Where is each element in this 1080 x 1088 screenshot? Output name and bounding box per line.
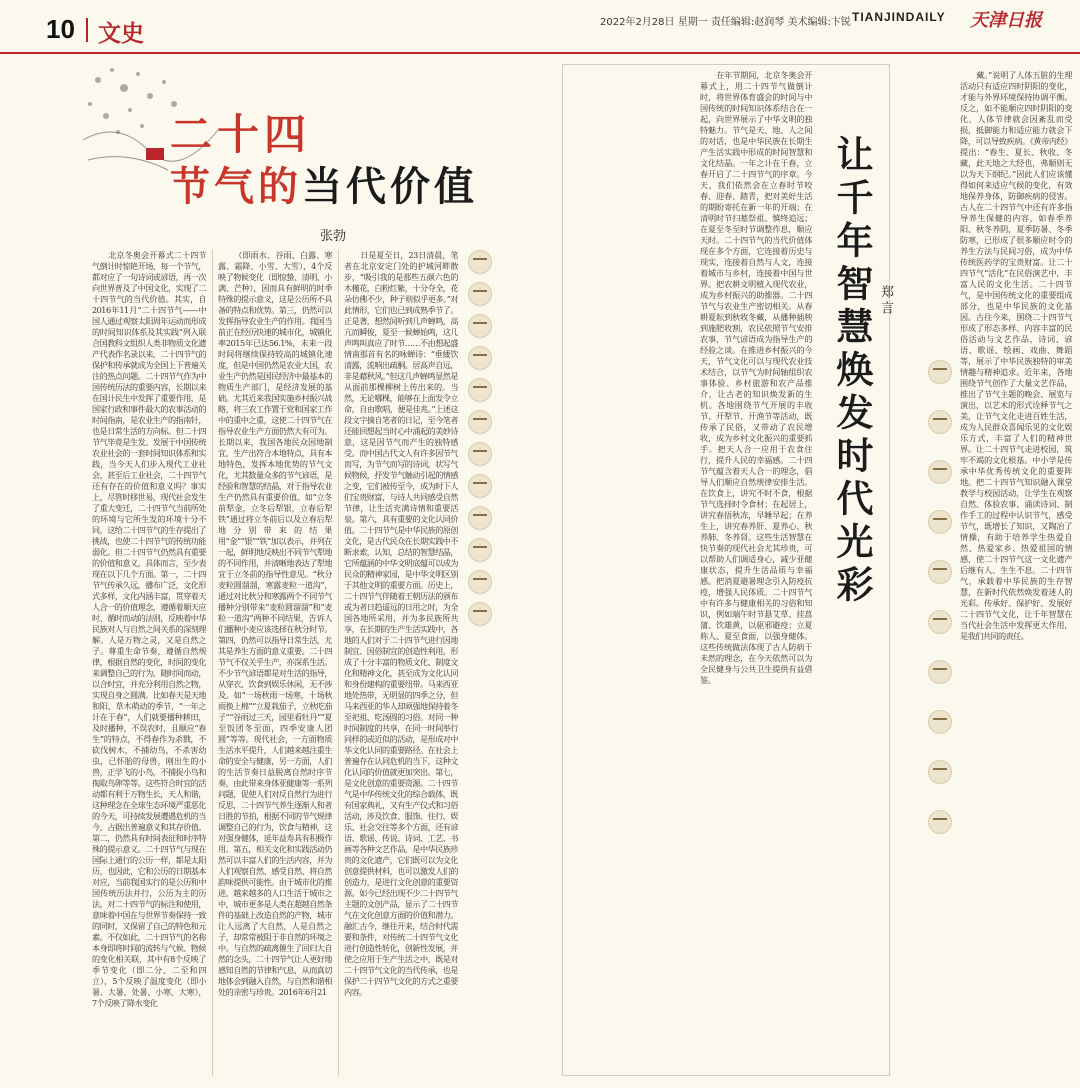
medallion-ornament (928, 760, 952, 784)
headline-line2 (170, 155, 478, 212)
medallion-ornament (928, 510, 952, 534)
issue-info: 2022年2月28日 星期一 责任编辑:赵润琴 美术编辑:卞锐 (600, 17, 851, 28)
medallion-ornament (468, 474, 492, 498)
medallion-ornament (928, 710, 952, 734)
medallion-ornament (468, 314, 492, 338)
page-number: 10 (46, 14, 75, 44)
medallion-ornament (468, 442, 492, 466)
article2-column-1 (700, 70, 812, 1076)
medallion-ornament (928, 610, 952, 634)
column-rule (212, 250, 213, 1076)
article2-author: 郑言 (878, 285, 893, 317)
medallion-ornament (928, 810, 952, 834)
section-name: 文史 (98, 21, 144, 47)
medallion-ornament (468, 378, 492, 402)
article1-col1-text: 北京冬奥会开幕式二十四节气倒计时惊艳开场，每一个节气，都对应了一句诗词或谚语，再一次向世界普及了中国文化，实现了二十四节气的当代价值。其实，自2016年11月“二十四节气——中国人通过观察太阳周年运动而形成的时间知识体系及其实践”列入联合国教科文组织人类非物质文化遗产代表作名录以来，二十四节气的保护和传承就成为全国上下普遍关注的热点问题。二十四节气作为中国传统历法的重要内容，长期以来在国计民生中发挥了重要作用，是国家行政和事件最大的农事活动的时间指南，是农业生产的指南针，也是日常生活的方向标。但二十四节气毕竟是生发、发展于中国传统农业社会的一套时间知识体系和实践，当今天人们步入现代工业社会，甚至后工业社会，二十四节气还有存在的价值和意义吗？事实上，尽管时移世易，现代社会发生了重大变迁，二十四节气当前所处的环境与它所生发的环境十分不同，这给二十四节气的生存提出了挑战，也使二十四节气的传统功能弱化。但二十四节气仍然具有重要的价值和意义，具体而言，至少表现在以下几个方面。第一，二十四节气传承久远，播布广泛，文化形式多样，文化内涵丰富，贯穿着天人合一的价值理念，遵循着顺天应时、循时而动的法则，反映着中华民族对人与自然之间关系的深刻理解。人是万物之灵，又是自然之子。尊重生命节奏，遵循自然规律，根据自然的变化，时间的变化来调整自己的行为，随时间而动，以合时宜，并充分利用自然之物，实现自身之圆满。比如春天是天地和阳、草木萌动的季节，“一年之计在于春”，人们就要播种耕田，及时播种，不误农时，且顺应“春生”的特点，不得春作为杀戮，不砍伐树木，不捕幼鸟，不杀害幼虫，已怀胎的母兽，刚出生的小兽，正学飞的小鸟，不捕捉小鸟和掏取鸟卵等等。这些符合时宜的活动都有利于万物生长，天人和谐，这种理念在全球生态环境严重恶化的今天，可持续发展遭遇危机的当今，占据出普遍意义和其存价值。第二，仍然具有时间表征和时序特殊的提示意义。二十四节气与现在国际上通行的公历一样，都是太阳历，也因此，它和公历的日期基本对应，当前我国实行的是公历和中国传统历法并行，公历为主的历法，对二十四节气的标注和使用，意味着中国在与世界节奏保持一致的同时，又保留了自己的特色和元素。不仅如此，二十四节气的名称本身即将时间的流转与气候、物候的变化相关联，其中有8个反映了季节变化（即二分、二至和四立），5个反映了温度变化（即小暑、大暑、处暑、小寒、大寒），7个反映了降水变化 (92, 250, 206, 1008)
medallion-ornament (468, 570, 492, 594)
medallion-ornament (928, 460, 952, 484)
medallion-ornament (928, 410, 952, 434)
article2-col2-text: 藏。”说明了人体五脏的生理活动只有适应四时阴阳的变化，才能与外界环境保持协调平衡。反之，如不能顺应四时阴阳的变化，人体节律就会因紊乱而受损，抵御能力和适应能力就会下降，可以导致疾病。《黄帝内经》提出：“春生、夏长、秋收、冬藏，此天地之大经也，弗顺则无以为天下纲纪。”因此人们应该懂得如何来适应气候的变化，有效地保养身体，防御疾病的侵害。古人在二十四节气中还有许多指导养生保健的内容，如春季养阳、秋冬养阴，夏季防暑、冬季防寒，已形成了很多顺应时令的养生方法与民间习俗，成为中华传统医药学的宝贵财富。让二十四节气“活化”在民俗演艺中，丰富人民的文化生活。二十四节气，是中国传统文化的重要组成部分，也是中华民族的文化基因。古往今来，围绕二十四节气形成了形态多样、内容丰富的民俗活动与文艺作品，诗词、谚语、歌谣、绘画、戏曲、舞蹈等，展示了中华民族独特的审美情趣与精神追求。近年来，各地围绕节气创作了大量文艺作品，推出了节气主题的晚会、展览与演出，以艺术的形式诠释节气之美，让节气文化走进百姓生活，成为人民群众喜闻乐见的文化娱乐方式，丰富了人们的精神世界。让二十四节气走进校园，筑牢不竭的文化根基。中小学是传承中华优秀传统文化的重要阵地。把二十四节气知识融入课堂教学与校园活动，让学生在观察自然、体验农事、诵读诗词、制作手工的过程中认识节气，感受节气，既增长了知识，又陶冶了情操，有助于培养学生热爱自然、热爱家乡、热爱祖国的情感，使二十四节气这一文化遗产后继有人、生生不息。二十四节气，承载着中华民族的生存智慧，在新时代依然焕发着迷人的光彩。传承好、保护好、发展好二十四节气文化，让千年智慧在当代社会生活中发挥更大作用，是我们共同的责任。 (960, 70, 1072, 641)
medallion-ornament (928, 360, 952, 384)
seal-stamp (146, 148, 164, 160)
medallion-ornament (928, 560, 952, 584)
article2-column-2 (960, 70, 1072, 1076)
article1-author: 张勃 (320, 229, 347, 244)
column-rule (338, 250, 339, 1076)
brand-logo: 天津日报 (970, 10, 1042, 31)
medallion-ornament (468, 538, 492, 562)
headline-line2-black: 当代价值 (302, 164, 478, 210)
article1-column-3 (344, 250, 458, 1076)
medallion-ornament (928, 660, 952, 684)
medallion-ornament (468, 506, 492, 530)
article1-column-1 (92, 250, 206, 1076)
article2-headline: 让千年智慧焕发时代光彩 (830, 135, 874, 608)
article1-column-2 (218, 250, 332, 1076)
article1-col2-text: （即雨水、谷雨、白露、寒露、霜降、小雪、大雪），4个反映了物候变化（即惊蛰、清明、小满、芒种），因而具有鲜明的时季特殊的提示意义，这是公历所不具备的特点和优势。第三，仍然可以发挥指导农业生产的作用。我国当前正在经历快速的城市化，城镇化率2015年已达56.1%，未来一段时间将继续保持较高的城镇化速度，但是中国仍然是农业大国，农业生产仍然是国民经济中最基本的物质生产部门，是经济发展的基础。尤其近来我国实施乡村振兴战略，将三农工作置于党和国家工作中的重中之重，这使二十四节气在指导农业生产方面仍然大有可为。长期以来，我国各地民众因地制宜，生产出符合本地特点，具有本地特色，发挥本地优势的节气文化，尤其数量众多的节气谚语，是经验和智慧的结晶，对于指导农业生产仍然具有重要价值。如“立冬前犁金，立冬后犁银，立春后犁铁”通过将立冬前后以及立春后犁地分别带来的结果用“金”“银”“铁”加以表示，并列在一起，鲜明地反映出不同节气犁地的不同作用，并清晰地表达了犁地宜于立冬前的指导性意见。“秋分麦粒圆溜溜，寒露麦粒一道沟”，通过对比秋分和寒露两个不同节气播种分别带来“麦粒圆溜溜”和“麦粒一道沟”两种不同结果，告诉人们播种小麦应该选择在秋分时节。第四，仍然可以指导日常生活，尤其是养生方面的意义重要。二十四节气不仅关乎生产，亦深系生活。不少节气谚语都是对生活的指导，从穿衣、饮食到娱乐休闲，无不涉及。如“一场秋雨一场寒，十场秋雨换上棉”“立夏栽茄子，立秋吃茄子”“谷雨过三天，园里看牡丹”“夏至饭团冬至面，四季安康人团圆”等等。现代社会，一方面物质生活水平提升，人们越来越注重生命的安全与健康，另一方面，人们的生活节奏日益脱离自然时序节奏，由此带来身体亚健康等一系列问题，促使人们对反自然行为进行反思，二十四节气养生逐渐人和者日胜的节拍，根据不同的节气规律调整自己的行为，饮食与精神，这对强身健体，延年益寿具有积极作用。第五，相关文化和实践活动仍然可以丰富人们的生活内容，并为人们观察自然、感受自然、将自然韵味提供可能性。由于城市化的推进，越来越多的人口生活于城市之中，城市更多是人类在超越自然条件的基础上改造自然的产物，城市让人远离了大自然，人是自然之子，却常常被阻于非自然的环境之中。与自然的疏离催生了回归大自然的念头，二十四节气让人更好地感知自然的节律和气息，从而真切地体会到融入自然，与自然和谐相处的亲密与珍贵。2016年6月21 (218, 250, 332, 997)
header-divider (86, 18, 88, 42)
headline-line2-red: 节气的 (170, 164, 302, 210)
brand-english: TIANJINDAILY (852, 10, 946, 24)
page-header (0, 0, 1080, 54)
headline-line1: 二十四 (170, 110, 312, 159)
medallion-ornament (468, 250, 492, 274)
medallion-ornament (468, 602, 492, 626)
article1-col3-text: 日是夏至日，23日清晨，笔者在北京安定门处的护城河畔散步，“吸引我的是那些五颜六色的木槿花，白粉红紫，十分夺全，花朵仿佛不少，种子则似乎更多。”对此情形，它们也已到成熟季节了。正是著，想然间听到几声蝉鸣，高亢而瞬俊，夏至一候蝉始鸣，这几声鸣叫真应了时节……不由想起盛情南那首有名的咏蝉诗：“垂緌饮清露，流响出疏桐。居高声自远，非是藉秋风。”但这几声蝉鸣显然是从面前那棵柳树上传出来的。当然，无论哪棵，能够在上面发令立命，自由歌唱，便是佳兆。”上述这段文字摘自笔者的日记，至今笔者还能回想起当时心中涌起的美妙诗意，这是因节气而产生的独特感受。而中国古代文人有许多因节气而写，为节气而写的诗词，状写气候物候，抒发节气触动引起的情感之变，它们被传至今，成为时下人们宝贵财富，与诗人共同感受自然节律，让生活充满诗情和重要活泉。第六，具有重要的文化认同价值。二十四节气是中华民族的原创文化，是古代民众在长期实践中不断求索，认知，总结的智慧结晶，它所蕴涵的中华文明底蕴可以成为民众的精神家园，是中华文明区别于其他文明的重要方面。历史上，二十四节气伴随着王朝历法的颁布或为者日趋遥远的日用之时，为全国各地所采用，并为多民族所共享，在长期的生产生活实践中，各地的人们对于二十四节气进行因地制宜、因俗制宜的创造性利用，形成了十分丰富的物质文化、制度文化和精神文化，甚至成为文化认同和身份建构的重要纽带。马来西亚地处热带，无明显的四季之分，但马来西亚的华人却顽强地保持着冬至祀祖、吃汤圆的习俗。对同一种时间制度的共享，在同一时间举行同样的或近似的活动，是形成对中华文化认同的重要路径。在社会上普遍存在认同危机的当下，这种文化认同的价值就更加突出。第七，是文化创意的重要资源。二十四节气是中华传统文化的综合载体，既有国家典礼，又有生产仪式和习俗活动，涉及饮食、服饰、住行、娱乐、社会交往等多个方面，还有谚语、歌谣、传说、诗词、工艺、书画等各种文艺作品，是中华民族珍贵的文化遗产，它们既可以为文化创意提供材料，也可以激发人们的创造力，是进行文化创意的重要资源。如今已经出现不少二十四节气主题的文创产品，显示了二十四节气在文化创意方面的价值和潜力。融汇古今，继往开来，结合时代需要和条件，对传统二十四节气文化进行创造性转化，创新性发展，并使之应用于生产生活之中，既是对二十四节气文化的当代传承，也是保护二十四节气文化的方式之重要内容。 (344, 250, 458, 997)
article2-col1-text: 在年节期间，北京冬奥会开幕式上，用二十四节气做倒计时，将世界体育盛会的时间与中国传统的时间知识体系结合在一起，向世界展示了中华文明的独特魅力。节气是天、地、人之间的对话，也是中华民族在长期生产生活实践中形成的时间智慧和文化结晶。一年之计在于春，立春开启了二十四节气的序章。今天，我们依然会在立春时节咬春、迎春、踏青，把对美好生活的期盼寄托在新一年的开端；在清明时节扫墓祭祖、慎终追远；在夏至冬至时节调整作息，顺应天时。二十四节气的当代价值体现在多个方面，它连接着历史与现实，连接着自然与人文，连接着城市与乡村，连接着中国与世界。把农耕文明植入现代农业，成为乡村振兴的助推器。二十四节气与农业生产密切相关。从春耕夏耘到秋收冬藏，从播种插秧到施肥收割，农民依照节气安排农事，节气谚语成为指导生产的经验之谈。在推进乡村振兴的今天，节气文化可以与现代农业技术结合，以节气为时间轴组织农事体验、乡村旅游和农产品推介，让古老的知识焕发新的生机。各地围绕节气开展的丰收节、开犁节、开渔节等活动，既传承了民俗，又带动了农民增收，成为乡村文化振兴的重要抓手。把天人合一应用于农食住行，提升人民的幸福感。二十四节气蕴含着天人合一的理念，倡导人们顺应自然规律安排生活。在饮食上，讲究不时不食，根据节气选择时令食材；在起居上，讲究春捂秋冻，早睡早起；在养生上，讲究春养肝、夏养心、秋养肺、冬养肾。这些生活智慧在快节奏的现代社会尤其珍贵，可以帮助人们调适身心，减少亚健康状态，提升生活品质与幸福感。把消夏避暑理念引入防疫抗疫，增强人民体质。二十四节气中有许多与健康相关的习俗和知识，例如端午时节悬艾草、挂菖蒲、饮雄黄，以驱邪避疫；立夏称人、夏至食面，以强身健体。这些传统做法体现了古人防病于未然的理念，在今天依然可以为全民健身与公共卫生提供有益借鉴。 (700, 70, 812, 685)
medallion-ornament (468, 346, 492, 370)
medallion-ornament (468, 282, 492, 306)
medallion-ornament (468, 410, 492, 434)
